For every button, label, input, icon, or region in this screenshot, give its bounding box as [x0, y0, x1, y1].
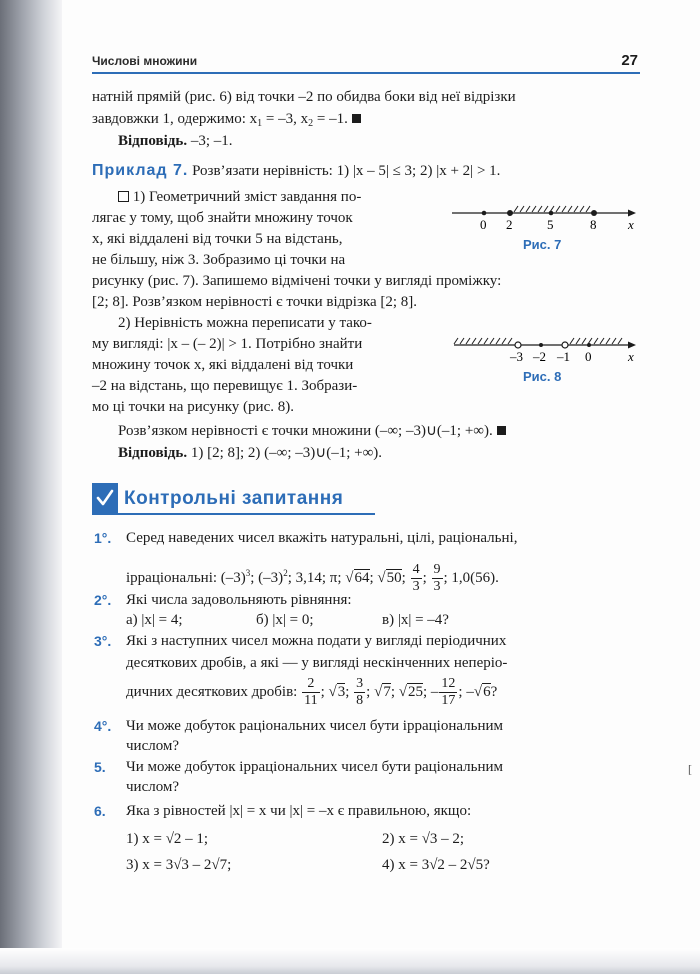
page-bottom-edge	[0, 948, 700, 974]
control-questions-title: Контрольні запитання	[124, 488, 344, 509]
checkmark-icon	[92, 483, 118, 513]
superscript: 2	[283, 568, 288, 578]
q6-number: 6.	[94, 803, 106, 819]
hatching-left	[454, 338, 512, 344]
tick-label-2: 2	[506, 217, 513, 232]
q1-line-1: Серед наведених чисел вкажіть натуральні, цілі, раціональні,	[126, 530, 518, 546]
text-fragment: дичних десяткових дробів:	[126, 684, 298, 700]
q3-line-3: дичних десяткових дробів: $\frac{2}{11}$ ; √3; $\frac{3}{8}$ ; √7; √25; – $\frac{12}{17}$ ; –√6?	[126, 676, 498, 709]
example-p1-line-5: рисунку (рис. 7). Запишемо відмічені точки у вигляді проміжку:	[92, 273, 502, 289]
denominator: 17	[441, 693, 456, 709]
axis-arrow	[628, 342, 636, 349]
figure-8-caption: Рис. 8	[523, 369, 562, 384]
text-fragment: ірраціональні: (–3)	[126, 570, 246, 586]
q2-number: 2°.	[94, 592, 112, 608]
q3-line-1: Які з наступних чисел можна подати у вигляді періодичних	[126, 633, 507, 649]
q5-line-2: числом?	[126, 779, 180, 795]
q6-option-2: 2) x = √3 – 2;	[382, 831, 465, 847]
text-line-1: натній прямій (рис. 6) від точки –2 по обидва боки від неї відрізки	[92, 89, 516, 105]
end-of-solution-icon	[497, 426, 506, 435]
radicand: 25	[407, 684, 423, 700]
q2-option-b: б) |x| = 0;	[256, 612, 314, 628]
radicand: 6	[483, 684, 491, 700]
tick-label-minus-3: –3	[510, 349, 523, 364]
answer-value: –3; –1.	[187, 133, 233, 149]
control-questions-rule	[92, 513, 375, 515]
example-p1-line-6: [2; 8]. Розв’язком нерівності є точки відрізка [2; 8].	[92, 294, 418, 310]
radicand: 50	[386, 570, 402, 586]
text-fragment: = –3, x	[262, 111, 309, 127]
figure-7-caption: Рис. 7	[523, 237, 562, 252]
header-title: Числові множини	[92, 54, 198, 68]
example-p1-line-3: x, які віддалені від точки 5 на відстань,	[92, 231, 343, 247]
denominator: 3	[412, 579, 420, 595]
tick-dot-0	[587, 343, 591, 347]
q2-option-a: а) |x| = 4;	[126, 612, 183, 628]
tick-dot-5	[549, 211, 554, 216]
tick-label-0: 0	[585, 349, 592, 364]
example-p1-line-2: лягає у тому, щоб знайти множину точок	[92, 210, 353, 226]
fraction	[411, 562, 422, 595]
example-p2-line-2: му вигляді: |x – (– 2)| > 1. Потрібно знайти	[92, 336, 363, 352]
q1-line-2: ірраціональні: $(-3)^3$; $(-3)^2$; 3,14; π; √64; √50; $\frac{4}{3}$ ; $\frac{9}{3}$ ; 1,0(56).	[126, 562, 499, 595]
numerator: 12	[441, 676, 456, 692]
example-label: Приклад 7.	[92, 162, 189, 179]
q5-number: 5.	[94, 759, 106, 775]
example-solution	[118, 421, 506, 441]
example-7-heading	[92, 161, 500, 181]
example-p1-line-1	[118, 187, 361, 207]
fraction	[354, 676, 365, 709]
example-p2-line-4: –2 на відстань, що перевищує 1. Зобрази-	[92, 378, 358, 394]
text-fragment: ; 1,0(56).	[443, 570, 499, 586]
hatching-right	[570, 338, 622, 344]
q4-line-1: Чи може добуток раціональних чисел бути ірраціональним	[126, 718, 504, 734]
open-point-minus-1	[562, 342, 568, 348]
page-number: 27	[621, 52, 638, 69]
denominator: 11	[304, 693, 318, 709]
text-fragment: ; (–3)	[250, 570, 284, 586]
example-p2-line-1: 2) Нерівність можна переписати у тако-	[118, 315, 372, 331]
solution-start-icon	[118, 191, 129, 202]
header-rule	[92, 72, 640, 74]
q6-text: Яка з рівностей |x| = x чи |x| = –x є правильною, якщо:	[126, 803, 472, 819]
example-p2-line-3: множину точок x, які віддалені від точки	[92, 357, 354, 373]
numerator: 9	[433, 562, 441, 578]
fraction	[439, 676, 457, 709]
example-answer	[118, 443, 382, 463]
denominator: 3	[433, 579, 441, 595]
tick-label-8: 8	[590, 217, 597, 232]
answer-label: Відповідь.	[118, 133, 188, 149]
open-point-minus-3	[515, 342, 521, 348]
q6-option-1: 1) x = √2 – 1;	[126, 831, 209, 847]
answer-label: Відповідь.	[118, 445, 188, 461]
q4-number: 4°.	[94, 718, 112, 734]
q2-option-c: в) |x| = –4?	[382, 612, 449, 628]
tick-label-5: 5	[547, 217, 554, 232]
text-fragment: ; 3,14; π; √	[287, 570, 354, 586]
q6-option-3: 3) x = 3√3 – 2√7;	[126, 857, 232, 873]
q1-number: 1°.	[94, 530, 112, 546]
superscript: 3	[245, 568, 251, 578]
q5-line-1: Чи може добуток ірраціональних чисел бути раціональним	[126, 759, 504, 775]
fraction	[302, 676, 319, 709]
point-2	[507, 210, 513, 216]
axis-arrow	[628, 210, 636, 217]
q2-text: Які числа задовольняють рівняння:	[126, 592, 352, 608]
solution-text: Розв’язком нерівності є точки множини (–∞; –3)∪(–1; +∞).	[118, 423, 493, 439]
q6-option-4: 4) x = 3√2 – 2√5?	[382, 857, 490, 873]
tick-dot-minus-2	[539, 343, 543, 347]
example-task: Розв’язати нерівність: 1) |x – 5| ≤ 3; 2) |x + 2| > 1.	[188, 163, 501, 179]
numerator: 4	[412, 562, 420, 578]
radicand: 3	[337, 684, 346, 700]
axis-label: x	[628, 217, 634, 232]
tick-dot-0	[482, 211, 487, 216]
checkmark-box	[92, 483, 118, 513]
radicand: 7	[383, 684, 391, 700]
margin-mark: [	[688, 762, 692, 776]
numerator: 2	[302, 676, 319, 693]
example-p1-line-4: не більшу, ніж 3. Зобразимо ці точки на	[92, 252, 346, 268]
running-header	[92, 52, 640, 74]
subscript: 2	[308, 118, 314, 129]
denominator: 8	[356, 693, 364, 709]
figure-8-number-line	[452, 327, 640, 367]
text-fragment: 1) Геометричний зміст завдання по-	[129, 189, 362, 205]
point-8	[591, 210, 597, 216]
axis-label: x	[628, 349, 634, 364]
fraction	[432, 562, 443, 595]
q3-line-2: десяткових дробів, а які — у вигляді нескінченних неперіо-	[126, 655, 508, 671]
tick-label-minus-1: –1	[557, 349, 570, 364]
answer-value: 1) [2; 8]; 2) (–∞; –3)∪(–1; +∞).	[187, 445, 383, 461]
tick-label-0: 0	[480, 217, 487, 232]
q4-line-2: числом?	[126, 738, 180, 754]
figure-7-number-line	[448, 193, 640, 233]
q3-number: 3°.	[94, 633, 112, 649]
subscript: 1	[257, 118, 263, 129]
example-p2-line-5: мо ці точки на рисунку (рис. 8).	[92, 399, 294, 415]
text-fragment: = –1.	[313, 111, 348, 127]
tick-label-minus-2: –2	[533, 349, 546, 364]
text-fragment: завдовжки 1, одержимо: x	[92, 111, 258, 127]
answer-1	[118, 131, 233, 151]
book-spine-shadow	[0, 0, 62, 974]
end-of-solution-icon	[352, 114, 361, 123]
radicand: 64	[354, 570, 370, 586]
numerator: 3	[356, 676, 364, 692]
